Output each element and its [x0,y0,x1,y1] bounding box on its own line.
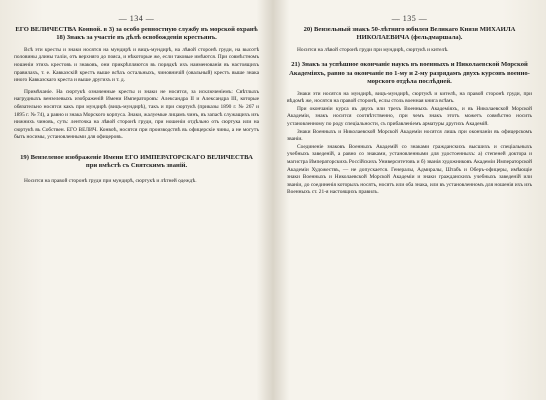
paragraph: Знаки эти носятся на мундирѣ, вицъ-мундирѣ, сюртукѣ и кителѣ, на правой сторонѣ груди, при вѣдомѣ же, носятся на правой сторонѣ, еслы столь военная книга всѣмъ. [287,90,532,105]
spacer [14,142,259,154]
spacer [14,171,259,178]
right-page-body [287,26,532,197]
section-heading: 19) Вензелевое изображеніе Имени ЕГО ИМПЕРАТОРСКАГО ВЕЛИЧЕСТВА при вмѣстѣ съ Святскимъ званій. [20,153,253,170]
paragraph: Соединеніе знаковъ Военныхъ Академій со знаками гражданскихъ высшихъ и спеціальныхъ учебныхъ заведеній, а равно со знаками, установленными для удостоенныхъ: а) степеней доктора и магистра Императорскихъ Россійскихъ Университетовъ и б) званія художниковъ Академіи Императорской Академіи Художествъ, — не допускается. Генералы, Адмиралы, Штабъ и Оберъ-офицеры, имѣющіе знаки Военныхъ и Николаевской Морской Академіи и знаки гражданскихъ учебныхъ заведеній или званіи, до соединенія которыхъ носятъ, носятъ или оба знака, или въ установленномъ для ношенія ихъ изъ Военныхъ ст. 21-я настоящихъ правилъ. [287,143,532,196]
section-heading: 21) Знакъ за успѣшное окончаніе наукъ въ военныхъ и Николаевской Морской Академіяхъ, равно за окончаніе по 1-му и 2-му разрядамъ двухъ курсовъ военно-морского отдѣла послѣдней. [289,61,530,86]
section-heading: 20) Вензельный знакъ 50-лѣтняго юбилея Великаго Князя МИХАИЛА НИКОЛАЕВИЧА (фельдмаршала). [303,26,516,42]
paragraph: При окончаніи курса въ двухъ или трехъ Военныхъ Академіяхъ, и въ Николаевской Морской Академіи, знакъ носится соотвѣтственно, при чемъ знакъ этотъ можетъ совмѣстно носить установленному по роду спеціальности, съ прибавленіемъ арматуры другихъ Академій. [287,105,532,127]
paragraph: Носится на лѣвой сторонѣ груди при мундирѣ, сюртукѣ и кителѣ. [297,46,449,53]
page-number-right: — 135 — [391,14,428,23]
section-heading: ЕГО ВЕЛИЧЕСТВА Конвой. в 3) за особо ревностную службу въ морской охранѣ 18) Знакъ за участіе въ дѣлѣ освобожденія крестьянъ. [15,26,258,42]
spacer [287,54,532,61]
left-page-body [14,26,259,185]
paragraph: Всѣ эти кресты и знаки носятся на мундирѣ и вицъ-мундирѣ, на лѣвой сторонѣ груди, на высотѣ половины длины таліи, отъ верхняго до пояса, и нѣкоторые же, если таковые имѣются. При совмѣстномъ ношеніи этихъ крестовъ и знаковъ, они прикрѣпляются въ порядкѣ ихъ наименованія въ настоящихъ правилахъ, т. е. Кавказскій крестъ выше всѣхъ остальныхъ, чиновничій (овальный) крестъ выше знака иного Кавказскаго креста и выше другихъ и т. д. [14,46,259,84]
paragraph: Знаки Военныхъ и Николаевской Морской Академіи носятся лишь при окончаніи въ офицерскомъ званіи. [287,128,532,143]
paragraph: Примѣчаніе. На сюртукѣ означенные кресты и знаки не носятся, за исключеніемъ: Свѣтлыхъ нагрудныхъ вензелевыхъ изображеній Имени Императоровъ: Александра II и Александра III, которые обязательно носятся какъ при мундирѣ (вицъ-мундирѣ), такъ и при сюртукѣ (приказы 1890 г. № 267 и 1895 г. № 74), а равно и знака Морского корпуса. Знаки, жалуемые лицамъ чинъ, въ запасѣ служащихъ изъ нижнихъ чиновъ, суть: ленточка на лѣвой сторонѣ груди, при ношеніи отдѣльно отъ сюртука или на сюртукѣ въ Собствен. ЕГО ВЕЛИЧ. Конвоѣ, носятся при производствѣ въ офицерскіе чины, а не могутъ быть носимы, установленными для офицеровъ. [14,88,259,141]
paragraph: Носится на правой сторонѣ груди при мундирѣ, сюртукѣ и лѣтней одеждѣ. [24,177,197,184]
page-number-left: — 134 — [118,14,155,23]
right-page [273,0,546,400]
